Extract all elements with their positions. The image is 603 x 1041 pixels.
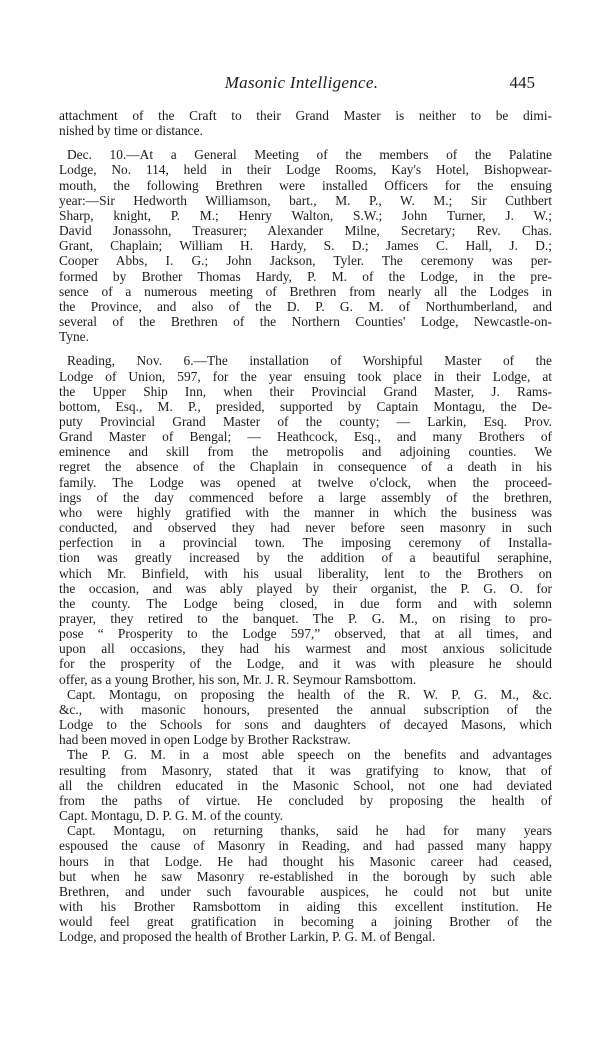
text-line: Dec. 10.—At a General Meeting of the members of the Palatine	[67, 147, 552, 163]
text-line: the county. The Lodge being closed, in due form and with solemn	[59, 595, 552, 611]
text-line: all the children educated in the Masonic School, not one had deviated	[59, 777, 552, 793]
text-line: Lodge, and proposed the health of Brother Larkin, P. G. M. of Bengal.	[59, 929, 436, 945]
text-line: Lodge, No. 114, held in their Lodge Rooms, Kay's Hotel, Bishopwear-	[59, 162, 552, 178]
text-line: Capt. Montagu, on returning thanks, said he had for many years	[67, 823, 552, 839]
text-line: regret the absence of the Chaplain in consequence of a death in his	[59, 459, 552, 475]
text-line: Grant, Chaplain; William H. Hardy, S. D.; James C. Hall, J. D.;	[59, 238, 552, 254]
text-line: perfection in a provincial town. The imposing ceremony of Installa-	[59, 535, 552, 551]
text-line: espoused the cause of Masonry in Reading, and had passed many happy	[59, 838, 552, 854]
text-line: Capt. Montagu, on proposing the health of the R. W. P. G. M., &c.	[67, 686, 552, 702]
text-line: puty Provincial Grand Master of the county; — Larkin, Esq. Prov.	[59, 413, 552, 429]
text-line: the Upper Ship Inn, when their Provincial Grand Master, J. Rams-	[59, 383, 552, 399]
text-line: but when he saw Masonry re-established in the borough by such able	[59, 868, 552, 884]
text-line: formed by Brother Thomas Hardy, P. M. of the Lodge, in the pre-	[59, 268, 552, 284]
text-line: year:—Sir Hedworth Williamson, bart., M. P., W. M.; Sir Cuthbert	[59, 192, 552, 208]
text-line: sence of a numerous meeting of Brethren from nearly all the Lodges in	[59, 283, 552, 299]
paragraph	[59, 353, 552, 686]
paragraph	[59, 108, 552, 138]
text-line: ings of the day commenced before a large assembly of the brethren,	[59, 489, 552, 505]
text-line: tion was greatly increased by the addition of a beautiful seraphine,	[59, 550, 552, 566]
text-line: Capt. Montagu, D. P. G. M. of the county.	[59, 808, 284, 824]
running-head-title: Masonic Intelligence.	[224, 73, 379, 92]
text-line: Lodge of Union, 597, for the year ensuing took place in their Lodge, at	[59, 368, 552, 384]
text-line: Lodge to the Schools for sons and daughters of decayed Masons, which	[59, 717, 552, 733]
text-line: bottom, Esq., M. P., presided, supported by Captain Montagu, the De-	[59, 398, 552, 414]
text-line: would feel great gratification in becoming a joining Brother of the	[59, 914, 552, 930]
text-line: pose “ Prosperity to the Lodge 597,” observed, that at all times, and	[59, 626, 552, 642]
text-line: resulting from Masonry, stated that it was gratifying to know, that of	[59, 762, 552, 778]
text-line: eminence and skill from the metropolis and adjoining counties. We	[59, 444, 552, 460]
text-line: David Jonassohn, Treasurer; Alexander Milne, Secretary; Rev. Chas.	[59, 223, 552, 239]
text-line: The P. G. M. in a most able speech on the benefits and advantages	[67, 747, 552, 763]
text-line: prayer, they retired to the banquet. The P. G. M., on rising to pro-	[59, 611, 552, 626]
text-line: attachment of the Craft to their Grand Master is neither to be dimi-	[59, 108, 552, 123]
paragraph	[59, 687, 552, 748]
text-line: &c., with masonic honours, presented the annual subscription of the	[59, 701, 552, 717]
text-line: upon all occasions, they had his warmest and most anxious solicitude	[59, 641, 552, 657]
text-line: hours in that Lodge. He had thought his Masonic career had ceased,	[59, 853, 552, 869]
text-line: Grand Master of Bengal; — Heathcock, Esq., and many Brothers of	[59, 429, 552, 445]
paragraph	[59, 747, 552, 823]
page-number: 445	[509, 73, 535, 92]
running-head	[0, 73, 603, 97]
text-line: nished by time or distance.	[59, 123, 203, 139]
text-line: for the prosperity of the Lodge, and it was with pleasure he should	[59, 656, 552, 672]
text-line: with his Brother Ramsbottom in aiding this excellent institution. He	[59, 898, 552, 914]
text-line: who were highly gratified with the manner in which the business was	[59, 504, 552, 520]
text-line: Cooper Abbs, I. G.; John Jackson, Tyler. The ceremony was per-	[59, 253, 552, 269]
text-line: mouth, the following Brethren were installed Officers for the ensuing	[59, 177, 552, 193]
text-line: Brethren, and under such favourable auspices, he could not but unite	[59, 883, 552, 899]
text-line: the Province, and also of the D. P. G. M. of Northumberland, and	[59, 298, 552, 314]
paragraph	[59, 823, 552, 944]
text-line: Sharp, knight, P. M.; Henry Walton, S.W.; John Turner, J. W.;	[59, 207, 552, 223]
text-line: which Mr. Binfield, with his usual liberality, lent to the Brothers on	[59, 565, 552, 581]
text-line: from the paths of virtue. He concluded by proposing the health of	[59, 792, 552, 808]
text-line: the occasion, and was ably played by their organist, the P. G. O. for	[59, 580, 552, 596]
text-line: offer, as a young Brother, his son, Mr. J. R. Seymour Ramsbottom.	[59, 671, 417, 687]
text-line: conducted, and observed they had never before seen masonry in such	[59, 520, 552, 536]
text-line: Reading, Nov. 6.—The installation of Worshipful Master of the	[67, 353, 552, 369]
article-body	[59, 108, 552, 944]
paragraph	[59, 147, 552, 344]
text-line: had been moved in open Lodge by Brother Rackstraw.	[59, 732, 351, 748]
text-line: family. The Lodge was opened at twelve o'clock, when the proceed-	[59, 474, 552, 490]
text-line: Tyne.	[59, 329, 89, 345]
text-line: several of the Brethren of the Northern Counties' Lodge, Newcastle-on-	[59, 314, 552, 330]
